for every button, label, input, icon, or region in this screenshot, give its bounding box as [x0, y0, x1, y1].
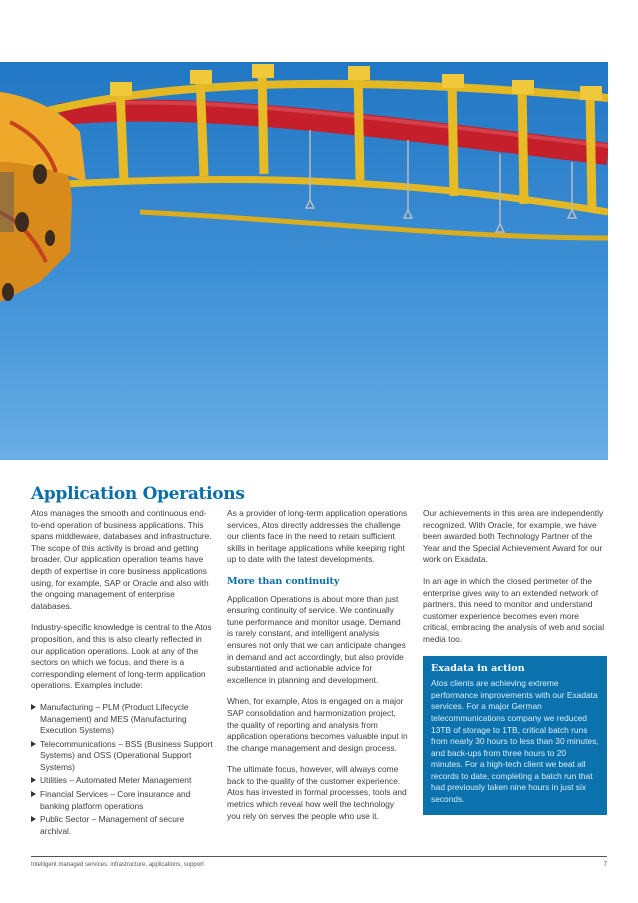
bullet-arrow-icon — [31, 791, 36, 797]
list-item: Utilities – Automated Meter Management — [31, 775, 213, 787]
paragraph: Our achievements in this area are independently recognized. With Oracle, for example, we have been awarded both Technology Partner of the Year and the Special Achievement Award for our work on Exadata. — [423, 508, 604, 565]
paragraph: When, for example, Atos is engaged on a major SAP consolidation and harmonization project, the quality of reporting and analysis from application operations becomes valuable input in the change management and design process. — [227, 696, 408, 753]
page-number: 7 — [603, 862, 607, 868]
column-2 — [227, 508, 409, 832]
page-footer — [31, 862, 607, 868]
section-heading: More than continuity — [227, 575, 340, 587]
roller-coaster-photo — [0, 62, 608, 460]
list-item: Public Sector – Management of secure archival. — [31, 814, 213, 837]
column-1 — [31, 508, 213, 839]
paragraph: Application Operations is about more than just ensuring continuity of service. We continually tune performance and monitor usage. Demand is rarely constant, and intelligent analysis ensures not only that we can anticipate changes in demand and act accordingly, but also provide substantiated and actionable advice for excellence in planning and development. — [227, 593, 406, 685]
list-item: Financial Services – Core insurance and banking platform operations — [31, 789, 213, 812]
bullet-arrow-icon — [31, 741, 36, 747]
paragraph: In an age in which the closed perimeter of the enterprise gives way to an extended network of partners, this need to monitor and understand customer experience becomes even more critical, embracing the analysis of web and social media too. — [423, 575, 605, 644]
page-title: Application Operations — [31, 484, 245, 504]
list-item: Telecommunications – BSS (Business Support Systems) and OSS (Operational Support Systems) — [31, 739, 213, 774]
list-item: Manufacturing – PLM (Product Lifecycle Management) and MES (Manufacturing Execution Systems) — [31, 702, 213, 737]
bullet-arrow-icon — [31, 704, 36, 710]
bullet-arrow-icon — [31, 816, 36, 822]
bullet-arrow-icon — [31, 777, 36, 783]
paragraph: Industry-specific knowledge is central to the Atos proposition, and this is also clearly reflected in our application operations. Look at any of the sectors on which we focus, and there is a corresponding element of long-term application operations. Examples include: — [31, 622, 212, 691]
paragraph: As a provider of long-term application operations services, Atos directly addresses the challenge our clients face in the need to retain sufficient skills in heritage applications while keeping right up to date with the latest developments. — [227, 508, 408, 565]
callout-text: Atos clients are achieving extreme performance improvements with our Exadata services. For a major German telecommunications company we reduced 13TB of storage to 1TB, critical batch runs from nearly 30 hours to less than 30 minutes, and back-ups from three hours to 20 minutes. For a high-tech client we beat all records to date, completing a batch run that had previously taken nine hours in just six seconds. — [431, 678, 599, 805]
footer-text: Intelligent managed services: infrastructure, applications, support — [31, 862, 204, 868]
callout-heading: Exadata in action — [431, 662, 525, 674]
column-3 — [423, 508, 607, 815]
paragraph: The ultimate focus, however, will always come back to the quality of the customer experience. Atos has invested in formal processes, tools and metrics which reveal how well the technology you rely on serves the people who use it. — [227, 764, 407, 821]
exadata-callout-box — [423, 656, 607, 815]
sector-bullet-list — [31, 702, 213, 838]
paragraph: Atos manages the smooth and continuous end-to-end operation of business applications. This spans middleware, databases and infrastructure. The scope of this activity is broad and getting broader. Our application operation teams have depth of expertise in core business applications using, for example, SAP or Oracle and also with the ongoing management of enterprise databases. — [31, 508, 212, 611]
footer-divider — [31, 856, 607, 857]
